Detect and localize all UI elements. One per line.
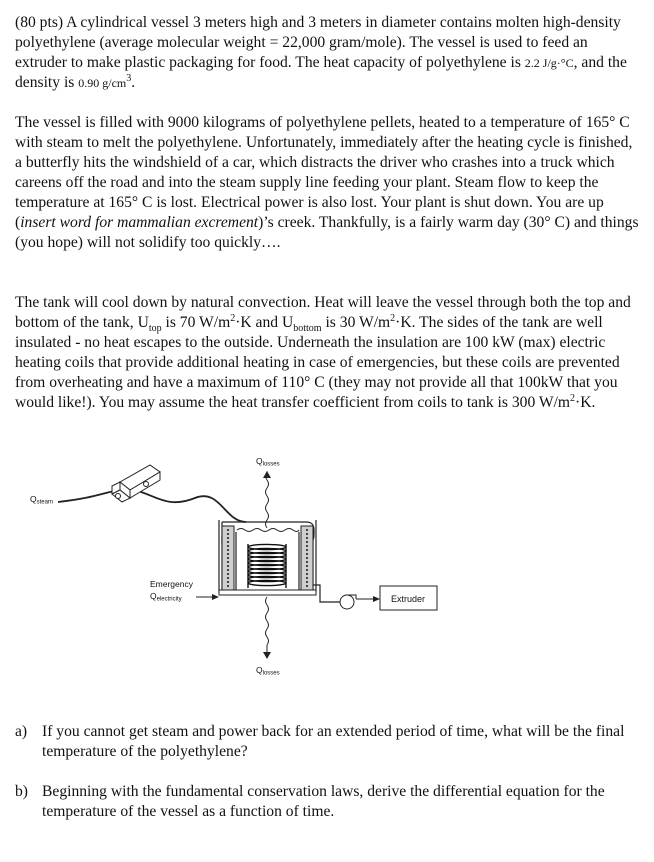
question-text: Beginning with the fundamental conservation laws, derive the differential equation for the temperature of the vessel as a function of time. [42,783,605,820]
extruder-label: Extruder [390,594,426,604]
density-exponent: 3 [126,72,132,84]
question-text: If you cannot get steam and power back for an extended period of time, what will be the final temperature of the polyethylene? [42,723,625,760]
arrowhead-icon [263,652,271,659]
arrowhead-icon [373,596,380,602]
intro-text: (80 pts) A cylindrical vessel 3 meters high and 3 meters in diameter contains molten high-density polyethylene (average molecular weight = 22,000 gram/mole). The vessel is used to feed an extruder to make plastic packaging for food. The heat capacity of polyethylene is [15,14,621,71]
scenario-text: The vessel is filled with 9000 kilograms of polyethylene pellets, heated to a temperature of 165° C with steam to melt the polyethylene. Unfortunately, immediately after the heating cycle is finished, a butterfly hits the windshield of a car, which distracts the driver who crashes into a truck which careens off the road and into the steam supply line feeding your plant. Steam flow to keep the temperature at 165° C is lost. Electrical power is also lost. Your plant is shut down. You are up ( [15,114,633,231]
vessel-base [219,590,316,595]
unit-exponent: 2 [390,312,396,324]
steam-coil-icon [248,544,286,588]
convection-text-5: ·K. The sides of the tank are well insulated - no heat escapes to the outside. Underneath the insulation are 100 kW (max) electric heating coils that provide additional heating in case of emergencies, but these coils are prevented from overheating and have a maximum of 110° C (they may not provide all that 100kW that you would like!). You may assume the heat transfer coefficient from coils to tank is 300 W/m [15,314,620,411]
heat-loss-top-arrow [266,472,269,528]
q-losses-bottom-label: Qlosses [256,665,280,677]
u-bottom-subscript: bottom [293,323,322,335]
scenario-text-2: )’s creek. Thankfully, is a fairly warm day (30° C) and things (you hope) will not solidify too quickly…. [15,214,639,251]
q-losses-top-label: Qlosses [256,456,280,468]
arrowhead-icon [212,594,219,600]
pump-icon [340,595,354,609]
q-electricity-label: Qelectricity [150,591,182,603]
u-top-subscript: top [148,323,162,335]
q-steam-label: Qsteam [30,494,53,506]
intro-text-2: , and the density is [15,54,627,91]
vessel-diagram [0,440,654,700]
outlet-pipe [313,585,340,602]
density-value: 0.90 g/cm [78,76,127,90]
convection-text-2: is 70 W/m [161,314,231,331]
intro-text-3: . [131,74,136,91]
convection-text: The tank will cool down by natural convection. Heat will leave the vessel through both the top and bottom of the tank, U [15,294,631,331]
steam-line [58,490,246,522]
question-label: b) [15,783,28,800]
intro-paragraph [15,13,640,93]
unit-exponent: 2 [230,312,236,324]
heat-loss-bottom-arrow [266,597,269,656]
convection-paragraph [15,293,640,413]
convection-text-6: ·K. [575,394,596,411]
convection-text-3: ·K and U [235,314,294,331]
scenario-italic: insert word for mammalian excrement [20,214,259,231]
arrowhead-icon [263,471,271,478]
unit-exponent: 2 [570,392,576,404]
heat-capacity-value: 2.2 J/g·°C [524,56,574,70]
scenario-paragraph [15,113,640,253]
convection-text-4: is 30 W/m [321,314,391,331]
question-label: a) [15,723,28,740]
emergency-label: Emergency [150,579,193,589]
liquid-surface [237,529,299,532]
